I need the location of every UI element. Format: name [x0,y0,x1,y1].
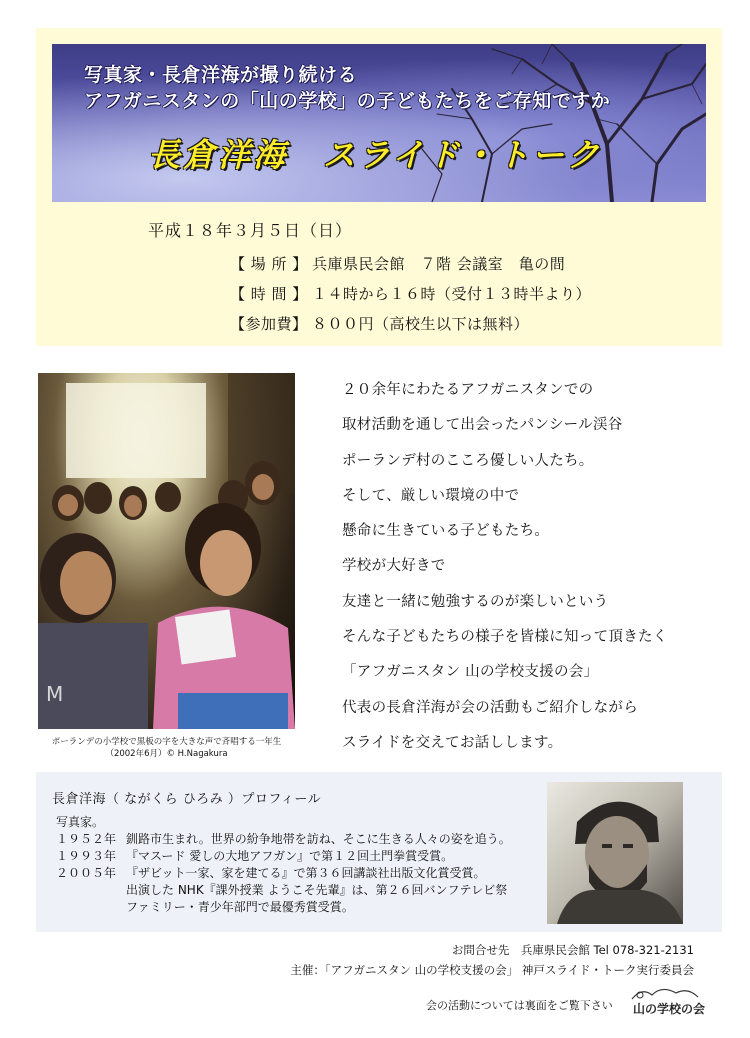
back-page-note: 会の活動については裏面をご覧下さい [426,999,613,1012]
time-row [230,283,591,304]
banner-image [52,44,706,202]
profile-year: ２００５年 [56,866,117,880]
contact-info: お問合せ先 兵庫県民会館 Tel 078‐321‐2131 [451,943,694,957]
profile-entry [56,864,486,881]
profile-text: 出演した NHK『課外授業 ようこそ先輩』は、第２６回バンフテレビ祭 [126,883,508,897]
description-line: そんな子どもたちの様子を皆様に知って頂きたく [342,629,668,646]
time-label: 【 時 間 】 [230,285,308,303]
description-line: 「アフガニスタン 山の学校支援の会」 [342,664,599,681]
fee-label: 【参加費】 [230,315,308,333]
profile-intro: 写真家。 [56,815,105,829]
classroom-illustration [38,373,295,729]
profile-year: １９５２年 [56,832,117,846]
profile-text: 釧路市生まれ。世界の紛争地帯を訪ね、そこに生きる人々の姿を追う。 [126,832,511,846]
classroom-photo [38,373,295,729]
event-date: 平成１８年３月５日（日） [148,221,353,240]
description-line: スライドを交えてお話しします。 [342,734,563,751]
organizer-info: 主催：「アフガニスタン 山の学校支援の会」 神戸スライド・トーク実行委員会 [290,963,694,977]
description-text [342,378,668,766]
time-value: １４時から１６時（受付１３時半より） [312,285,592,303]
photo-caption [38,736,295,760]
description-line: 学校が大好きで [342,558,446,575]
profile-entry [56,847,453,864]
event-title: 長倉洋海 スライド・トーク [148,136,603,174]
description-line: 代表の長倉洋海が会の活動もご紹介しながら [342,699,638,716]
fee-value: ８００円（高校生以下は無料） [312,315,530,333]
description-line: 懸命に生きている子どもたち。 [342,523,550,540]
profile-text: 『ザビット一家、家を建てる』で第３６回講談社出版文化賞受賞。 [126,866,486,880]
profile-entry [56,830,511,847]
photo-caption-line-2: （2002年6月）© H.Nagakura [105,749,228,759]
fee-row [230,313,529,334]
profile-text: 『マスード 愛しの大地アフガン』で第１２回土門拳賞受賞。 [126,849,454,863]
venue-label: 【 場 所 】 [230,255,308,273]
description-line: ポーランデ村のこころ優しい人たち。 [342,452,594,469]
svg-text:M: M [46,682,64,706]
profile-title: 長倉洋海（ ながくら ひろみ ）プロフィール [52,792,322,807]
photo-caption-line-1: ポーランデの小学校で黒板の字を大きな声で斉唱する一年生 [51,737,282,747]
portrait-illustration [547,782,683,924]
profile-entry [56,898,354,915]
description-line: そして、厳しい環境の中で [342,487,520,504]
venue-value: 兵庫県民会館 ７階 会議室 亀の間 [312,255,566,273]
profile-text: ファミリー・青少年部門で最優秀賞受賞。 [126,900,354,914]
description-line: 友達と一緒に勉強するのが楽しいという [342,593,609,610]
banner-subtitle-1: 写真家・長倉洋海が撮り続ける [84,64,358,86]
description-line: 取材活動を通して出会ったパンシール渓谷 [342,417,623,434]
banner-subtitle-2: アフガニスタンの「山の学校」の子どもたちをご存知ですか [84,90,611,112]
profile-entry [56,881,507,898]
portrait-photo [547,782,683,924]
venue-row [230,253,565,274]
logo-text: 山の学校の会 [633,1002,706,1016]
description-line: ２０余年にわたるアフガニスタンでの [342,382,594,398]
profile-year: １９９３年 [56,849,117,863]
